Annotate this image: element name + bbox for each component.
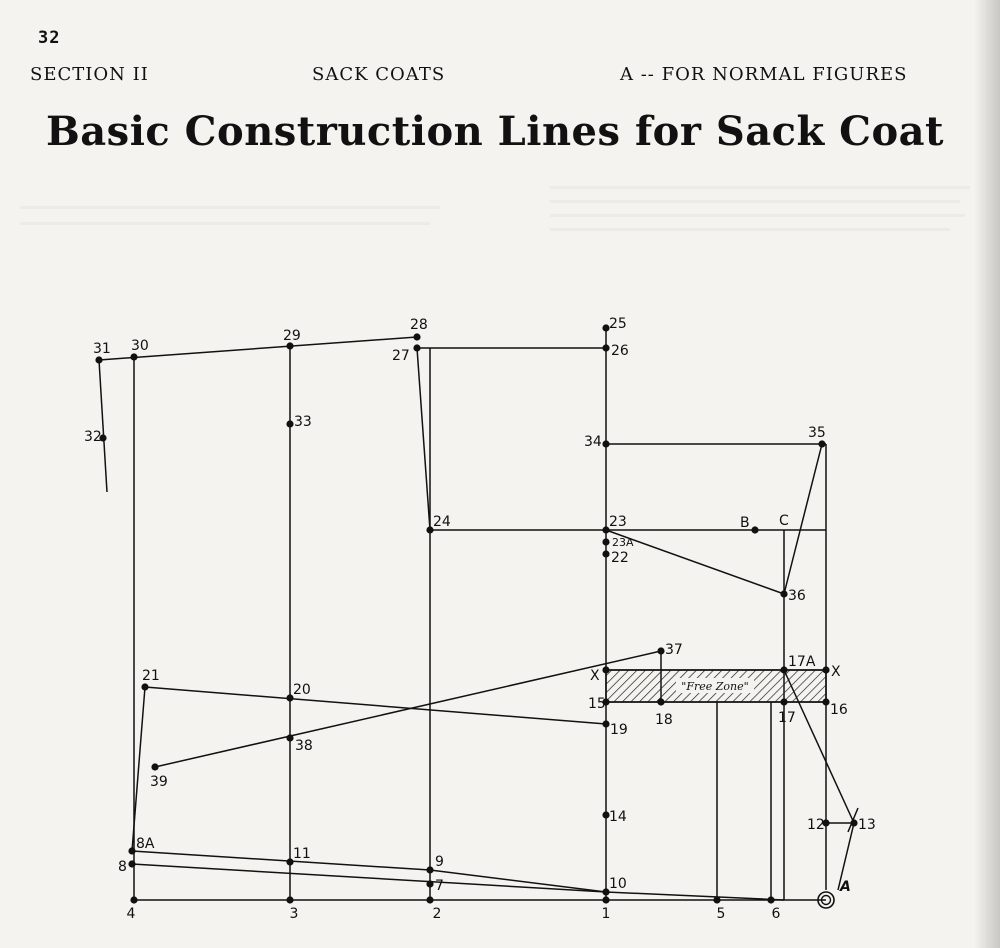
point-label-19: 19: [610, 722, 628, 738]
point-label-15: 15: [588, 696, 606, 712]
point-label-25: 25: [609, 316, 627, 332]
point-dot-33: [286, 420, 293, 427]
point-label-37: 37: [665, 642, 683, 658]
point-label-38: 38: [295, 738, 313, 754]
point-dot-17: [780, 698, 787, 705]
line-10-6: [606, 892, 784, 900]
point-dot-8A: [128, 847, 135, 854]
point-label-12: 12: [807, 817, 825, 833]
point-label-X2: X: [831, 664, 841, 680]
point-dot-31: [95, 356, 102, 363]
point-dot-35: [818, 440, 825, 447]
point-dot-8: [128, 860, 135, 867]
point-dot-3: [286, 896, 293, 903]
point-label-31: 31: [93, 341, 111, 357]
line-9-10: [430, 870, 606, 892]
page-gutter-shadow: [974, 0, 1000, 948]
point-dot-2: [426, 896, 433, 903]
point-dot-28: [413, 333, 420, 340]
line-31-32: [99, 360, 107, 492]
point-dot-16: [822, 698, 829, 705]
line-35-36: [784, 444, 822, 594]
point-dot-6: [767, 896, 774, 903]
point-dot-1: [602, 896, 609, 903]
point-dot-5: [713, 896, 720, 903]
point-dot-38: [286, 734, 293, 741]
point-dot-22: [602, 550, 609, 557]
point-dot-34: [602, 440, 609, 447]
labels-layer: [84, 316, 876, 922]
point-label-22: 22: [611, 550, 629, 566]
line-21-19: [145, 687, 606, 724]
construction-lines: [99, 328, 858, 900]
point-label-5: 5: [716, 906, 726, 922]
point-dot-23A: [602, 538, 609, 545]
point-dot-21: [141, 683, 148, 690]
point-label-39: 39: [150, 774, 168, 790]
point-label-24: 24: [433, 514, 451, 530]
point-dot-17A: [780, 666, 787, 673]
point-label-A: A: [840, 879, 851, 895]
point-label-9: 9: [435, 854, 444, 870]
point-label-35: 35: [808, 425, 826, 441]
point-label-X1: X: [590, 668, 600, 684]
point-label-11: 11: [293, 846, 311, 862]
point-label-33: 33: [294, 414, 312, 430]
points-layer: [95, 324, 857, 903]
point-label-21: 21: [142, 668, 160, 684]
line-27-24: [417, 348, 430, 530]
category-heading: A -- FOR NORMAL FIGURES: [620, 64, 908, 85]
point-dot-18: [657, 698, 664, 705]
line-8-10: [132, 864, 606, 892]
point-label-7: 7: [435, 878, 444, 894]
point-label-10: 10: [609, 876, 627, 892]
point-label-18: 18: [655, 712, 673, 728]
point-dot-9: [426, 866, 433, 873]
point-label-8A: 8A: [136, 836, 155, 852]
point-dot-26: [602, 344, 609, 351]
point-label-3: 3: [289, 906, 299, 922]
point-label-27: 27: [392, 348, 410, 364]
point-label-29: 29: [283, 328, 301, 344]
point-dot-39: [151, 763, 158, 770]
point-label-23A: 23A: [612, 536, 634, 549]
point-label-8: 8: [118, 859, 127, 875]
point-label-C: C: [779, 513, 789, 529]
page-number: 32: [38, 28, 61, 48]
point-dot-13: [850, 819, 857, 826]
point-label-36: 36: [788, 588, 806, 604]
line-39-37: [155, 651, 661, 767]
point-dot-B: [751, 526, 758, 533]
topic-heading: SACK COATS: [312, 64, 446, 85]
page-title: Basic Construction Lines for Sack Coat: [45, 108, 945, 155]
point-label-B: B: [740, 515, 750, 531]
point-label-6: 6: [771, 906, 781, 922]
point-label-17A: 17A: [788, 654, 816, 670]
point-dot-30: [130, 353, 137, 360]
point-dot-36: [780, 590, 787, 597]
point-label-4: 4: [126, 906, 136, 922]
point-label-28: 28: [410, 317, 428, 333]
point-label-13: 13: [858, 817, 876, 833]
point-label-34: 34: [584, 434, 602, 450]
point-dot-37: [657, 647, 664, 654]
point-dot-19: [602, 720, 609, 727]
point-dot-27: [413, 344, 420, 351]
point-label-20: 20: [293, 682, 311, 698]
point-label-30: 30: [131, 338, 149, 354]
point-dot-4: [130, 896, 137, 903]
point-label-2: 2: [432, 906, 442, 922]
point-label-1: 1: [601, 906, 611, 922]
point-label-14: 14: [609, 809, 627, 825]
point-label-16: 16: [830, 702, 848, 718]
point-label-17: 17: [778, 710, 796, 726]
point-label-26: 26: [611, 343, 629, 359]
point-label-23: 23: [609, 514, 627, 530]
free-zone-label: "Free Zone": [681, 680, 749, 693]
section-heading: SECTION II: [30, 64, 149, 85]
point-dot-X2: [822, 666, 829, 673]
point-dot-X1: [602, 666, 609, 673]
point-label-32: 32: [84, 429, 102, 445]
point-dot-7: [426, 880, 433, 887]
